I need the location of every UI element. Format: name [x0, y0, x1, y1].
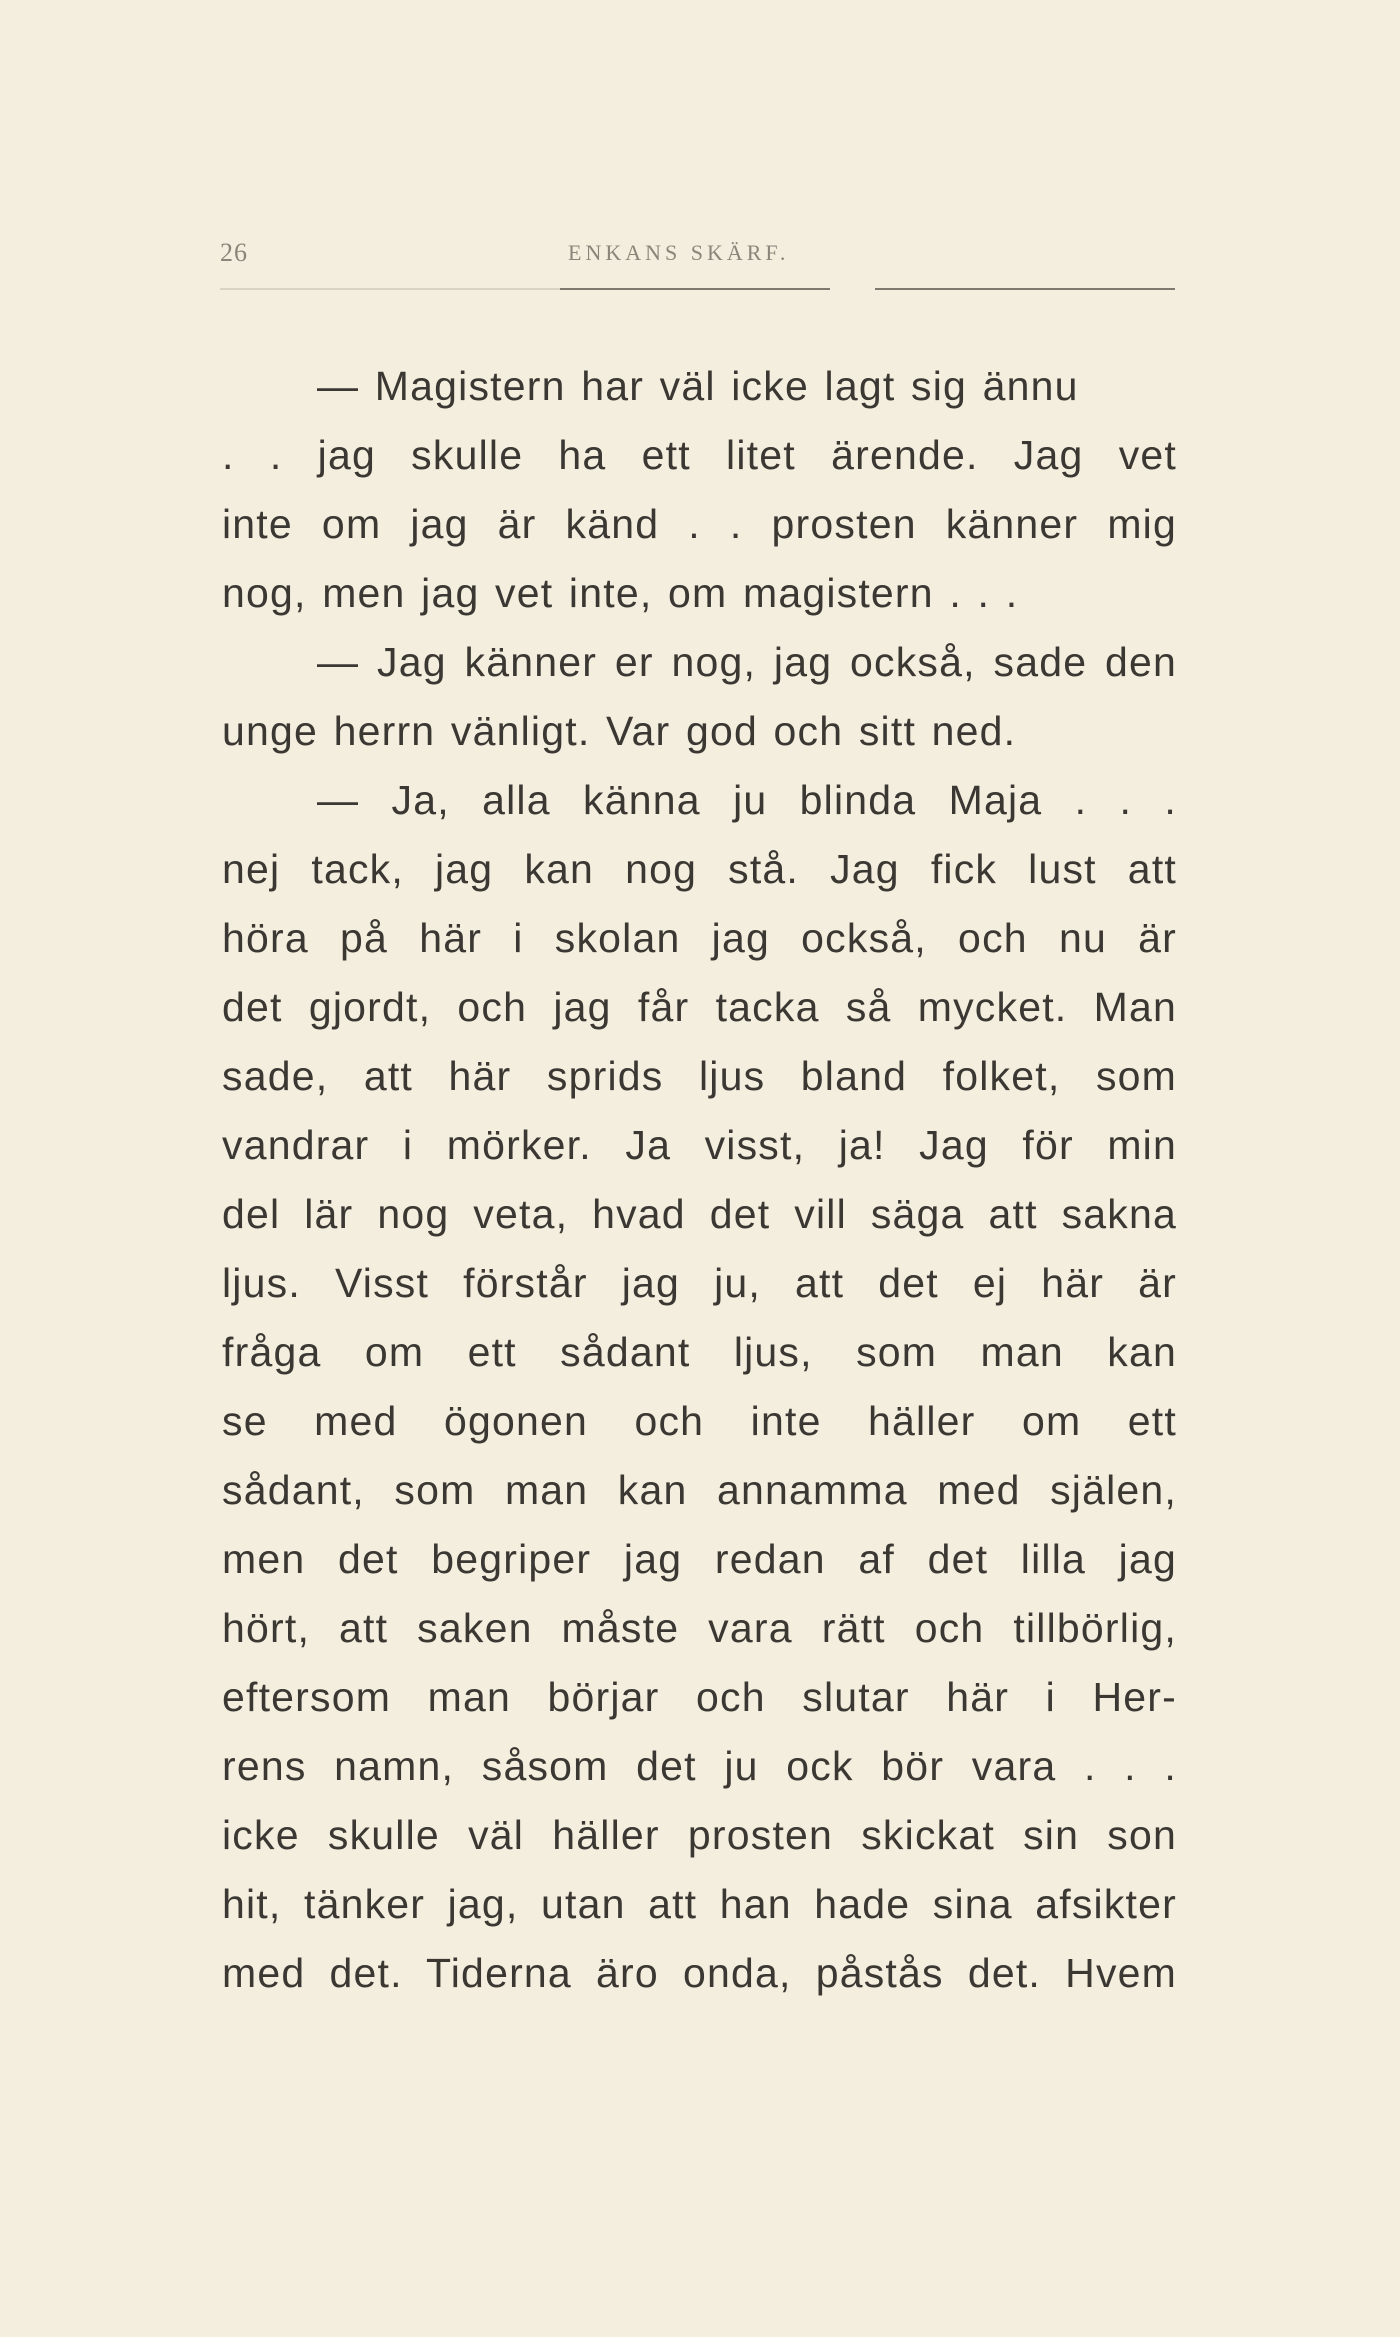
text-line: sådant, som man kan annamma med själen,: [222, 1467, 1177, 1513]
text-line: del lär nog veta, hvad det vill säga att sakna: [222, 1191, 1177, 1237]
text-line: icke skulle väl häller prosten skickat sin son: [222, 1812, 1177, 1858]
text-line: nog, men jag vet inte, om magistern . . .: [222, 570, 1019, 616]
text-line: fråga om ett sådant ljus, som man kan: [222, 1329, 1177, 1375]
text-line: se med ögonen och inte häller om ett: [222, 1398, 1177, 1444]
text-line: — Magistern har väl icke lagt sig ännu: [317, 363, 1079, 409]
running-header: [220, 238, 1170, 278]
text-line: inte om jag är känd . . prosten känner mig: [222, 501, 1177, 547]
page-number: 26: [220, 238, 248, 267]
text-line: unge herrn vänligt. Var god och sitt ned.: [222, 708, 1017, 754]
text-line: — Jag känner er nog, jag också, sade den: [317, 639, 1177, 685]
text-line: det gjordt, och jag får tacka så mycket. Man: [222, 984, 1177, 1030]
text-line: höra på här i skolan jag också, och nu är: [222, 915, 1177, 961]
text-line: nej tack, jag kan nog stå. Jag fick lust att: [222, 846, 1177, 892]
text-line: rens namn, såsom det ju ock bör vara . . .: [222, 1743, 1177, 1789]
running-title: ENKANS SKÄRF.: [568, 240, 790, 265]
text-line: sade, att här sprids ljus bland folket, som: [222, 1053, 1177, 1099]
text-line: men det begriper jag redan af det lilla jag: [222, 1536, 1177, 1582]
text-line: . . jag skulle ha ett litet ärende. Jag vet: [222, 432, 1177, 478]
text-line: med det. Tiderna äro onda, påstås det. Hvem: [222, 1950, 1177, 1996]
header-rule-middle: [560, 288, 830, 290]
header-rule-right: [875, 288, 1175, 290]
text-line: eftersom man börjar och slutar här i Her-: [222, 1674, 1177, 1720]
text-line: hört, att saken måste vara rätt och tillbörlig,: [222, 1605, 1177, 1651]
text-line: hit, tänker jag, utan att han hade sina afsikter: [222, 1881, 1177, 1927]
text-line: ljus. Visst förstår jag ju, att det ej här är: [222, 1260, 1177, 1306]
text-line: vandrar i mörker. Ja visst, ja! Jag för min: [222, 1122, 1177, 1168]
header-rule-left: [220, 288, 580, 290]
body-text: [222, 352, 1177, 2008]
text-line: — Ja, alla känna ju blinda Maja . . .: [317, 777, 1177, 823]
